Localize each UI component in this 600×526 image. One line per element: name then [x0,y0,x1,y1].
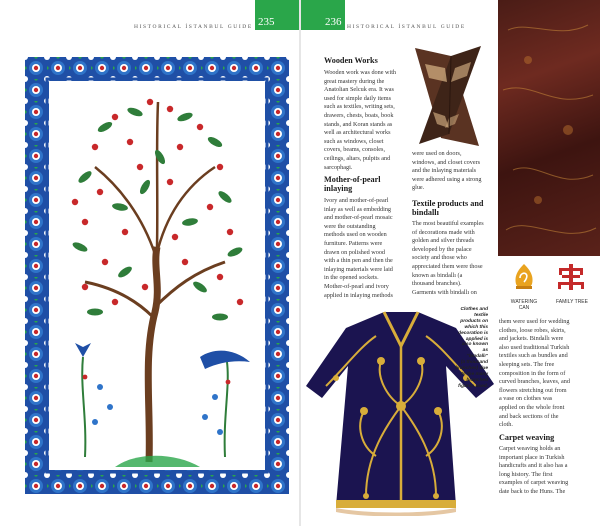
right-page-number [301,0,345,30]
paragraph-column2-continued: were used on doors, windows, and closet covers and the inlaying materials were adhered using a strong glue. [412,150,482,192]
heading-wooden-works: Wooden Works [324,56,378,65]
right-running-title: HISTORICAL İSTANBUL GUIDE [347,24,466,30]
watering-can-icon [510,262,538,292]
paragraph-wooden-works: Wooden work was done with great mastery during the Anatolian Selcuk era. It was used for simple daily items such as textiles, writing sets, drawers, chests, boats, book stands, and Koran stands as well as architectural works such as windows, closet covers, beams, consoles, ceilings, altars, pulpits and sarcophagi. [324,69,397,171]
left-page-number [255,0,299,30]
icon-strip [498,258,600,316]
paragraph-column3-continued: them were used for wedding clothes, loose robes, skirts, and jackets. Bindallı were also used traditional Turkish textiles such as bundles and sleeping sets. The free composition in the form of curved branches, leaves, and flowers stretching out from a vase on clothes was applied on the whole front and back sections of the cloth. [499,318,570,429]
right-page-number-text: 236 [325,16,342,28]
left-page-number-text: 235 [258,16,275,28]
textile-photo [498,0,600,256]
paragraph-carpet-weaving: Carpet weaving holds an important place in Turkish handicrafts and it also has a long history. The first examples of carpet weaving date back to the Huns. The [499,445,569,495]
heading-textile-bindalli: Textile products and bindallı [412,199,484,218]
heading-carpet-weaving: Carpet weaving [499,433,555,442]
family-tree-label: FAMILY TREE [556,299,588,305]
family-tree-icon [556,262,586,292]
robe-caption: Clothes and textile products on which this decoration is applied is also known as "bindallı" (a thousand branches) due to the many branched figures used. [455,307,488,389]
wooden-stand-image [405,42,491,150]
paragraph-textile-bindalli: The most beautiful examples of decorations made with golden and silver threads developed by the palace society and those who appreciated them were those known as bindallı (a thousand branches). Garments with bindallı on [412,220,484,296]
left-running-title: HISTORICAL İSTANBUL GUIDE [134,24,253,30]
watering-can-label: WATERING CAN [510,299,538,311]
paragraph-mother-of-pearl: Ivory and mother-of-pearl inlay as well as embedding and mother-of-pearl mosaic were the outstanding methods used on wooden furniture. Patterns were drawn on polished wood with a thin pen and then the inlaying materials were laid in the opened sockets. Mother-of-pearl and ivory applied in inlaying methods [324,197,393,299]
page-gutter [299,0,301,526]
iznik-tile-panel-image [25,57,289,494]
heading-mother-of-pearl: Mother-of-pearl inlaying [324,175,381,194]
